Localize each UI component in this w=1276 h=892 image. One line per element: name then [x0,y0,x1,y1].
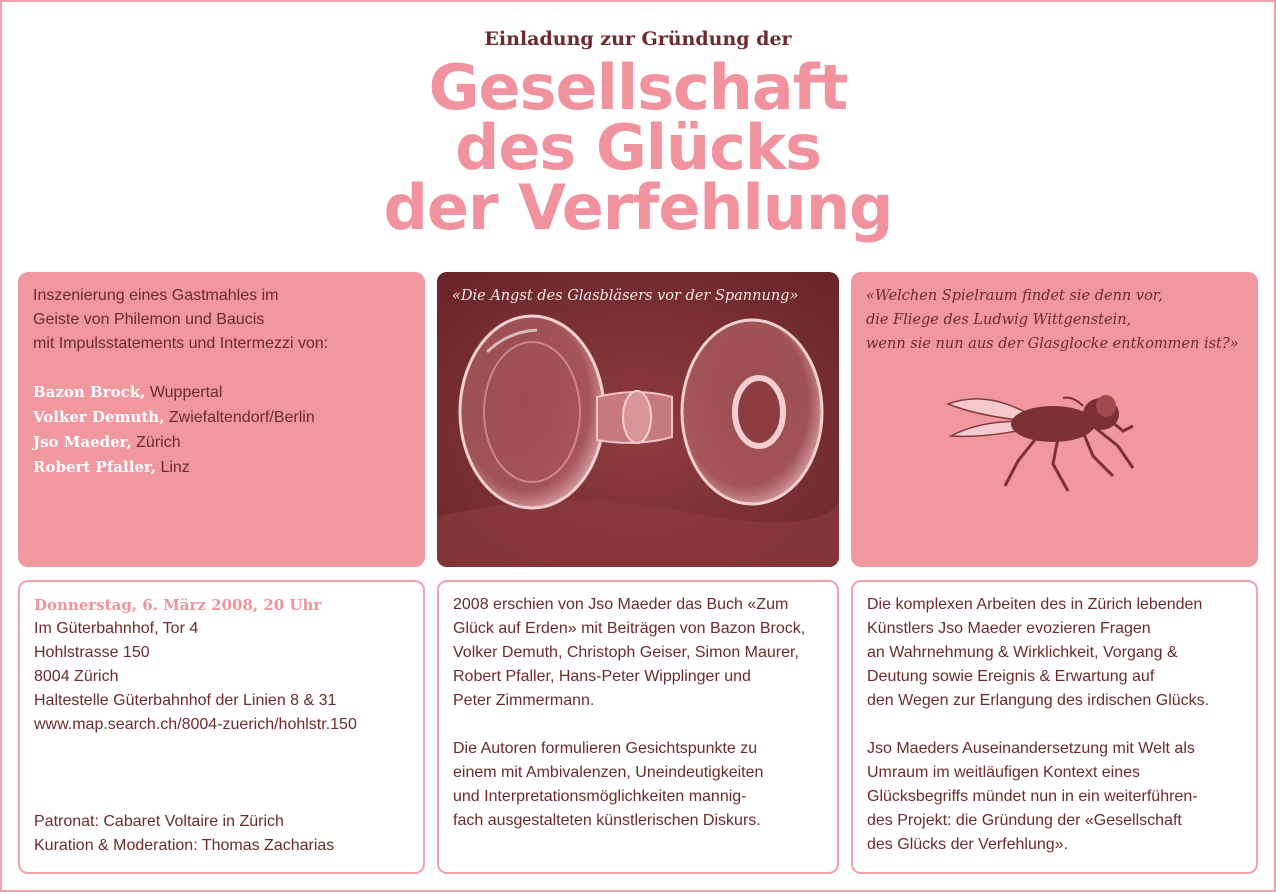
credit-line: Kuration & Moderation: Thomas Zacharias [34,837,335,854]
text-line: Deutung sowie Ereignis & Erwartung auf [867,668,1155,685]
text-line: des Glücks der Verfehlung». [867,836,1069,853]
address-line: Hohlstrasse 150 [34,644,150,661]
speaker-name: Volker Demuth, [33,408,165,426]
intro-line: mit Impulsstatements und Intermezzi von: [33,335,329,352]
event-details-card [18,580,425,874]
glass-photo-card [437,272,839,567]
intro-line: Geiste von Philemon und Baucis [33,311,265,328]
title-line-3: der Verfehlung [383,171,893,244]
text-line: einem mit Ambivalenzen, Uneindeutigkeiten [453,764,764,781]
artist-card [851,580,1258,874]
title-line-2: des Glücks [454,111,822,184]
text-line: Die Autoren formulieren Gesichtspunkte zu [453,740,758,757]
speaker-place: Wuppertal [149,384,223,401]
speakers-card [18,272,425,567]
speaker-row [33,455,410,480]
fly-quote-line: wenn sie nun aus der Glasglocke entkommen ist?» [866,336,1239,352]
text-line: Volker Demuth, Christoph Geiser, Simon Maurer, [453,644,799,661]
text-line: 2008 erschien von Jso Maeder das Buch «Zum [453,596,789,613]
credit-line: Patronat: Cabaret Voltaire in Zürich [34,813,284,830]
intro-line: Inszenierung eines Gastmahles im [33,287,279,304]
text-line: Peter Zimmermann. [453,692,595,709]
glass-object-image [437,272,839,567]
text-line: Glück auf Erden» mit Beiträgen von Bazon Brock, [453,620,806,637]
event-date: Donnerstag, 6. März 2008, 20 Uhr [34,596,322,614]
title-line-1: Gesellschaft [428,51,848,124]
address-line: Im Güterbahnhof, Tor 4 [34,620,199,637]
speaker-place: Linz [160,459,190,476]
speaker-name: Robert Pfaller, [33,458,156,476]
text-line: Robert Pfaller, Hans-Peter Wipplinger und [453,668,751,685]
text-line: den Wegen zur Erlangung des irdischen Glücks. [867,692,1210,709]
map-link[interactable]: www.map.search.ch/8004-zuerich/hohlstr.150 [34,716,357,733]
speaker-name: Jso Maeder, [33,433,132,451]
fly-quote-line: «Welchen Spielraum findet sie denn vor, [866,288,1163,304]
text-line: fach ausgestalteten künstlerischen Diskurs. [453,812,761,829]
text-line: an Wahrnehmung & Wirklichkeit, Vorgang & [867,644,1178,661]
address-line: 8004 Zürich [34,668,119,685]
credits [34,810,334,858]
text-line: Die komplexen Arbeiten des in Zürich lebenden [867,596,1203,613]
address-line: Haltestelle Güterbahnhof der Linien 8 & 31 [34,692,337,709]
text-line: des Projekt: die Gründung der «Gesellschaft [867,812,1182,829]
text-line: Glücksbegriffs mündet nun in ein weiterführen- [867,788,1198,805]
speaker-row [33,405,410,430]
speaker-place: Zürich [136,434,181,451]
text-line: und Interpretationsmöglichkeiten mannig- [453,788,747,805]
glass-quote: «Die Angst des Glasbläsers vor der Spannung» [452,288,799,304]
text-line: Umraum im weitläufigen Kontext eines [867,764,1141,781]
speaker-place: Zwiefaltendorf/Berlin [168,409,315,426]
text-line: Jso Maeders Auseinandersetzung mit Welt als [867,740,1195,757]
fly-quote-line: die Fliege des Ludwig Wittgenstein, [866,312,1132,328]
book-card [437,580,839,874]
main-title [0,51,1276,244]
fly-card [851,272,1258,567]
kicker-heading: Einladung zur Gründung der [484,28,792,50]
speaker-row [33,430,410,455]
speaker-name: Bazon Brock, [33,383,146,401]
text-line: Künstlers Jso Maeder evozieren Fragen [867,620,1151,637]
speaker-row [33,380,410,405]
fly-icon [943,376,1143,496]
